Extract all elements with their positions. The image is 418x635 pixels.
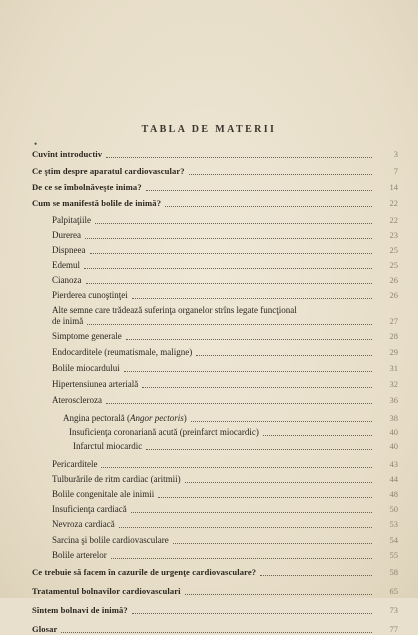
toc-entry[interactable] — [32, 179, 398, 193]
toc-entry-title: Insuficienţa cardiacă — [52, 504, 127, 514]
toc-entry[interactable] — [32, 272, 398, 286]
toc-entry[interactable] — [32, 438, 398, 452]
toc-entry-page: 27 — [389, 316, 398, 326]
bullet-mark: • — [34, 139, 38, 149]
toc-entry-page: 26 — [389, 275, 398, 285]
toc-entry-page: 54 — [389, 535, 398, 545]
toc-entry[interactable] — [32, 212, 398, 226]
toc-entry-page: 32 — [389, 379, 398, 389]
toc-entry-title: Insuficienţa coronariană acută (preinfarct miocardic) — [69, 427, 259, 437]
toc-entry-page: 58 — [389, 567, 398, 577]
toc-entry[interactable] — [32, 376, 398, 390]
toc-entry-page: 43 — [389, 459, 398, 469]
toc-entry[interactable] — [32, 547, 398, 561]
toc-entry-page: 29 — [389, 347, 398, 357]
toc-entry-title: Tulburările de ritm cardiac (aritmii) — [52, 474, 181, 484]
toc-entry-title: Bolile miocardului — [52, 363, 120, 373]
toc-entry[interactable] — [32, 360, 398, 374]
toc-entry-page: 50 — [389, 504, 398, 514]
toc-entry-title: Endocarditele (reumatismale, maligne) — [52, 347, 193, 357]
toc-entry-page: 40 — [389, 441, 398, 451]
toc-entry-title: Cianoza — [52, 275, 82, 285]
toc-entry[interactable] — [32, 424, 398, 438]
toc-entry-title: Pierderea cunoştinţei — [52, 290, 128, 300]
toc-entry[interactable] — [32, 195, 398, 209]
toc-entry-title: Simptome generale — [52, 331, 122, 341]
toc-entry[interactable] — [32, 287, 398, 301]
toc-entry[interactable] — [32, 456, 398, 470]
page-title: TABLA DE MATERII — [141, 124, 277, 135]
toc-entry[interactable] — [32, 242, 398, 256]
toc-entry-page: 25 — [389, 245, 398, 255]
toc-entry-title: Edemul — [52, 260, 80, 270]
toc-entry[interactable] — [32, 486, 398, 500]
toc-entry-page: 65 — [389, 586, 398, 596]
toc-entry-page: 31 — [389, 363, 398, 373]
toc-entry[interactable] — [32, 532, 398, 546]
toc-entry-title: Ateroscleroza — [52, 395, 102, 405]
toc-entry-page: 14 — [389, 182, 398, 192]
toc-entry-title: Ce trebuie să facem în cazurile de urgenţe cardiovasculare? — [32, 567, 257, 577]
toc-entry-page: 25 — [389, 260, 398, 270]
toc-entry-title: Durerea — [52, 230, 81, 240]
toc-entry[interactable] — [32, 392, 398, 406]
toc-entry[interactable] — [32, 410, 398, 424]
toc-entry-title: Cum se manifestă bolile de inimă? — [32, 198, 162, 208]
toc-entry-title: Bolile arterelor — [52, 550, 107, 560]
toc-entry-page: 7 — [393, 166, 398, 176]
toc-entry-page: 23 — [389, 230, 398, 240]
toc-entry-page: 55 — [389, 550, 398, 560]
toc-entry-title: Tratamentul bolnavilor cardiovasculari — [32, 586, 181, 596]
toc-entry[interactable] — [32, 516, 398, 530]
toc-entry-title: Dispneea — [52, 245, 86, 255]
toc-entry[interactable] — [32, 146, 398, 160]
toc-entry[interactable] — [32, 227, 398, 241]
toc-entry[interactable] — [32, 344, 398, 358]
toc-entry[interactable] — [32, 257, 398, 271]
toc-entry-title: De ce se îmbolnăveşte inima? — [32, 182, 142, 192]
toc-entry-title: Infarctul miocardic — [73, 441, 143, 451]
toc-entry[interactable] — [32, 163, 398, 177]
toc-entry[interactable] — [32, 564, 398, 578]
toc-entry-title: Glosar — [32, 624, 58, 634]
toc-entry-title: Sarcina şi bolile cardiovasculare — [52, 535, 169, 545]
toc-entry-page: 22 — [389, 215, 398, 225]
toc-entry-title-cont: de inimă — [52, 316, 84, 326]
toc-entry-page: 48 — [389, 489, 398, 499]
toc-entry-title: Angina pectorală (Angor pectoris) — [63, 413, 187, 423]
toc-entry[interactable] — [32, 313, 398, 327]
toc-entry[interactable] — [32, 602, 398, 616]
toc-entry-title: Palpitaţiile — [52, 215, 91, 225]
toc-entry-title: Bolile congenitale ale inimii — [52, 489, 155, 499]
toc-entry-title: Sîntem bolnavi de inimă? — [32, 605, 128, 615]
toc-entry[interactable] — [32, 583, 398, 597]
toc-entry-page: 77 — [389, 624, 398, 634]
toc-entry-page: 22 — [389, 198, 398, 208]
toc-entry[interactable] — [32, 328, 398, 342]
toc-entry-title: Ce ştim despre aparatul cardiovascular? — [32, 166, 185, 176]
toc-entry-page: 26 — [389, 290, 398, 300]
toc-entry-page: 28 — [389, 331, 398, 341]
toc-entry-page: 36 — [389, 395, 398, 405]
toc-entry-title: Nevroza cardiacă — [52, 519, 115, 529]
toc-entry-title: Cuvînt introductiv — [32, 149, 103, 159]
toc-entry-page: 73 — [389, 605, 398, 615]
toc-entry-page: 38 — [389, 413, 398, 423]
toc-entry[interactable] — [32, 471, 398, 485]
toc-entry-page: 44 — [389, 474, 398, 484]
toc-entry[interactable] — [32, 501, 398, 515]
toc-entry-page: 40 — [389, 427, 398, 437]
toc-entry-page: 53 — [389, 519, 398, 529]
toc-entry-title: Hipertensiunea arterială — [52, 379, 139, 389]
toc-entry[interactable] — [32, 621, 398, 635]
toc-entry-title: Alte semne care trădează suferinţa organelor strîns legate funcţional — [52, 305, 297, 315]
toc-entry-title: Pericarditele — [52, 459, 98, 469]
toc-entry-page: 3 — [393, 149, 398, 159]
